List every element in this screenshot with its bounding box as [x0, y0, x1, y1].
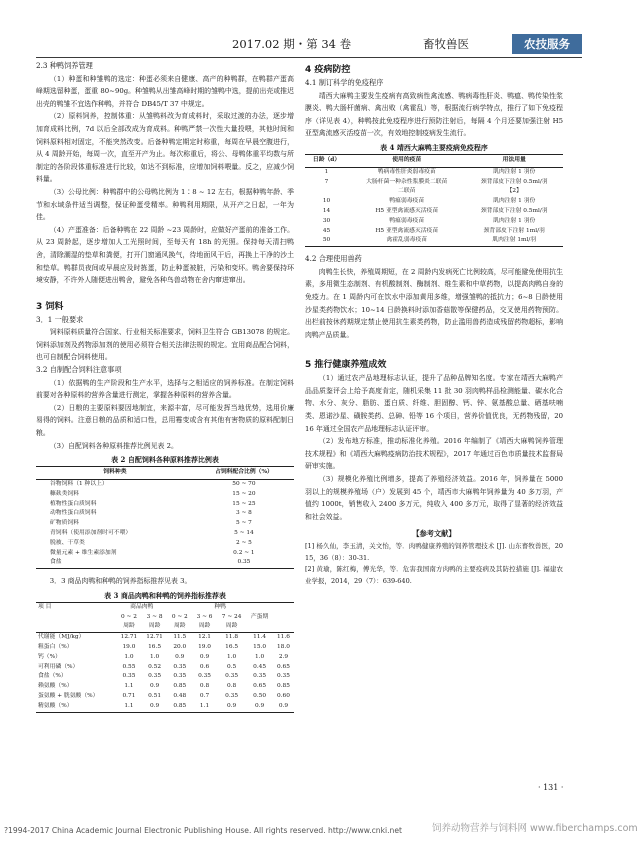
- paragraph: 3．3 商品肉鸭和种鸭的饲养指标推荐见表 3。: [49, 577, 192, 586]
- table-cell: 0.9: [199, 653, 210, 660]
- table-header: 3 ~ 8: [146, 613, 163, 620]
- table-cell: 0.35: [173, 673, 187, 680]
- table-cell: 15 ~ 20: [232, 490, 256, 497]
- table-cell: 5 ~ 7: [235, 520, 252, 527]
- table-row: [36, 643, 294, 653]
- page-header: [0, 0, 595, 58]
- table-cell: 肌肉注射 1 羽份: [493, 198, 536, 205]
- paragraph: （4）产蛋准备：后备种鸭在 22 周龄 ~23 周龄时，应做好产蛋前的准备工作。从 23 周龄起，逐步增加人工光照时间，至每天有 18h 的光照。保持每天清扫鸭舍，清除潮湿的垫草和粪便，打开门窗通风换气，待地面风干后，再换上干净的沙土和垫草。鸭群员夜间或早晨应及时拣蛋，防止种蛋被脏，污染和变坏。鸭舍要保持环境安静，不许外人随便进出鸭舍，避免各种鸟兽动物在舍内窜进窜出。: [36, 225, 294, 285]
- table-row: [36, 490, 294, 500]
- table-cell: 颈背部皮下注射 0.5ml/羽: [480, 178, 548, 185]
- table-header: 0 ~ 2: [171, 613, 188, 620]
- table-cell: 0.60: [276, 692, 290, 699]
- table-cell: 谷物饲料（1 种以上）: [50, 481, 108, 488]
- section-2-3-title: 2.3 种鸭饲养管理: [36, 61, 93, 70]
- table-cell: 0.35: [237, 559, 251, 566]
- table-cell: 肌肉注射 1ml/羽: [492, 237, 537, 244]
- table-4-caption: 表 4 靖西大麻鸭主要疫病免疫程序: [380, 142, 488, 152]
- table-cell: 0.65: [253, 683, 267, 690]
- table-cell: 0.52: [148, 663, 162, 670]
- table-cell: 鸭瘟弱毒疫苗: [389, 198, 425, 205]
- table-cell: 1.1: [199, 702, 210, 709]
- left-column: [36, 60, 294, 713]
- section-4-2-title: 4.2 合理使用兽药: [305, 254, 362, 264]
- table-cell: 1.0: [149, 653, 160, 660]
- table-header: [36, 622, 116, 632]
- table-header: 用法用量: [465, 154, 563, 167]
- table-row: [36, 653, 294, 663]
- table-cell: 16.5: [148, 643, 162, 650]
- table-cell: 50 ~ 70: [232, 481, 256, 488]
- table-cell: 0.35: [276, 673, 290, 680]
- reference-item: [1] 杨久仙，李玉清，关文怡，等．肉鸭健康养殖的饲养管理技术 [J]. 山东畜牧兽医，2015，36（8）：30-31.: [305, 542, 563, 562]
- table-cell: 0.9: [226, 702, 237, 709]
- table-cell: 0.9: [149, 702, 160, 709]
- table-header: 日龄（d）: [305, 154, 348, 167]
- paragraph: （3）规模化养殖比例增多，提高了养殖经济效益。2016 年，饲养量在 5000 羽以上的规模养殖场（户）发展到 45 个，靖西市大麻鸭年饲养量为 40 多万羽，产值约 1000t，销售收入 2400 多万元，纯收入 400 多万元，取得了显著的经济效益和社会效益。: [305, 475, 563, 521]
- paragraph: 靖西大麻鸭主要发生疫病有高致病性禽流感、鸭病毒性肝炎、鸭瘟、鸭传染性浆膜炎、鸭大肠杆菌病、禽出败（禽霍乱）等，根据流行病学特点，推行了如下免疫程序（详见表 4），种鸭按此免疫程序进行预防注射后，每隔 4 个月还要加强注射 H5 亚型禽流感灭活疫苗一次，有效地控制疫病发生流行。: [305, 91, 563, 138]
- table-2-caption: 表 2 自配饲料各种原料推荐比例表: [111, 455, 219, 465]
- header-rule: [36, 57, 582, 58]
- table-header: 商品肉鸭: [130, 603, 154, 610]
- table-cell: 0.9: [278, 702, 289, 709]
- table-cell: 粗蛋白（%）: [38, 643, 73, 650]
- table-cell: 0.35: [148, 673, 162, 680]
- table-header: 3 ~ 6: [196, 613, 213, 620]
- table-cell: 1.1: [124, 702, 134, 709]
- section-tab: 农技服务: [512, 34, 582, 54]
- references-title: 【参考文献】: [412, 529, 456, 539]
- table-header: 产蛋期: [250, 613, 269, 620]
- table-cell: 0.35: [198, 673, 211, 680]
- table-row: [305, 187, 563, 197]
- right-column: [305, 60, 563, 587]
- table-4: [305, 154, 563, 247]
- table-cell: 45: [322, 227, 331, 234]
- table-row: [36, 702, 294, 712]
- reference-item: [2] 黄瑜，陈红梅，傅光华，等．危害我国南方肉鸭的主要疫病及其防控措施 [J]. 福建农业学报，2014，29（7）：639-640.: [305, 565, 563, 585]
- table-cell: 0.55: [122, 663, 136, 670]
- table-cell: 0.35: [225, 673, 239, 680]
- table-header: 周龄: [173, 623, 186, 630]
- table-cell: 0.35: [173, 663, 187, 670]
- table-cell: 脱被、干草类: [50, 539, 85, 546]
- table-cell: 矿物质饲料: [50, 520, 79, 527]
- table-cell: 0.9: [254, 702, 265, 709]
- table-cell: 0.35: [225, 692, 239, 699]
- journal-name: 畜牧兽医: [423, 37, 469, 51]
- section-3-1-title: 3．1 一般要求: [36, 314, 84, 324]
- table-header: 周龄: [148, 623, 161, 630]
- table-cell: 0.71: [122, 692, 136, 699]
- table-row: [305, 197, 563, 207]
- table-cell: 0.51: [148, 692, 162, 699]
- table-header: 0 ~ 2: [120, 613, 137, 620]
- table-header: 占饲料配合比例（%）: [194, 467, 294, 480]
- table-header: 使用的疫苗: [348, 154, 465, 167]
- table-cell: 食盐: [50, 559, 62, 566]
- table-cell: 鸭病毒性肝炎弱毒疫苗: [377, 168, 436, 175]
- table-cell: 18.0: [276, 643, 290, 650]
- table-cell: 0.5: [226, 663, 237, 670]
- table-cell: 1.1: [124, 683, 134, 690]
- table-cell: 可利用磷（%）: [38, 663, 79, 670]
- table-cell: 0.9: [149, 683, 160, 690]
- table-header: [246, 622, 273, 632]
- table-row: [36, 633, 294, 643]
- table-row: [36, 558, 294, 568]
- table-cell: 青饲料（使用添加剂时可不喂）: [50, 530, 132, 536]
- paragraph: （2）发布地方标准，推动标准化养殖。2016 年编制了《靖西大麻鸭饲养管理技术规程》和《靖西大麻鸭疫病防治技术规程》，2017 年通过百色市质量技术监督局研审实施。: [305, 437, 563, 471]
- table-row: [36, 539, 294, 549]
- table-row: [305, 217, 563, 227]
- table-header: 饲料种类: [36, 467, 194, 480]
- section-3-title: 3 饲料: [36, 301, 64, 312]
- table-cell: 植物性蛋白质饲料: [50, 500, 97, 507]
- table-cell: 11.8: [225, 634, 239, 641]
- table-cell: 0.45: [253, 663, 267, 670]
- table-row: [36, 549, 294, 559]
- table-cell: 大肠杆菌一种杂性浆膜炎二联苗: [366, 178, 448, 185]
- paragraph: 饲料原料质量符合国家、行业相关标准要求，饲料卫生符合 GB13078 的规定。饲料添加剂及药物添加剂的使用必须符合相关法律法规的规定。宜用商品配合饲料，也可自制配合饲料使用。: [36, 328, 294, 362]
- table-cell: 7: [324, 178, 329, 185]
- table-cell: 15 ~ 25: [232, 500, 256, 507]
- paragraph: （2）原料饲养，控制体重：从雏鸭料改为育成料时，采取过渡的办法，逐步增加育成料比例，7d 以后全部改成为育成料。种鸭严禁一次性大量投喂，其他时间和饲料原料相对固定，不能突然改变。后备种鸭定期定时称重，每周在早晨空腹进行，从 4 周龄开始，每周一次，直至开产为止。每次称重后，将公、母鸭体重平均数与所制定的各阶段体重标准进行比较，如达不到标准，应增加饲料喂量。反之，应减少饲料量。: [36, 112, 294, 184]
- table-cell: 0.7: [199, 692, 210, 699]
- table-cell: 颈背部皮下注射 1ml/羽: [483, 227, 545, 234]
- table-cell: 0.6: [199, 663, 210, 670]
- table-cell: 微量元素 + 维生素添加剂: [50, 549, 117, 556]
- table-header: 种鸭: [214, 603, 226, 610]
- table-header: 周龄: [198, 623, 211, 630]
- table-row: [36, 500, 294, 510]
- table-cell: 糠麸类饲料: [50, 490, 79, 497]
- table-row: [36, 509, 294, 519]
- table-cell: 30: [322, 217, 331, 224]
- table-cell: 颈背部皮下注射 0.5ml/羽: [480, 207, 548, 214]
- table-cell: 0.85: [173, 683, 187, 690]
- table-row: [36, 663, 294, 673]
- table-cell: 16.5: [225, 643, 239, 650]
- table-row: [305, 178, 563, 188]
- table-cell: 精氨酸（%）: [38, 702, 73, 709]
- table-cell: 1.0: [124, 653, 134, 660]
- table-cell: 2.9: [278, 653, 289, 660]
- table-cell: 11.4: [253, 634, 267, 641]
- paragraph: （1）依据鸭的生产阶段和生产水平，选择与之相适应的饲养标准。在制定饲料前要对各种原料的营养含量进行测定，掌握各种原料的营养含量。: [36, 378, 294, 400]
- table-cell: H5 亚型禽流感灭活疫苗: [375, 207, 439, 214]
- table-row: [36, 682, 294, 692]
- watermark: 饲养动物营养与饲料网 www.fiberchamps.com: [432, 823, 638, 834]
- table-cell: H5 亚型禽流感灭活疫苗: [375, 227, 439, 234]
- table-cell: 禽霍乱弱毒疫苗: [386, 237, 428, 244]
- table-row: [305, 167, 563, 177]
- table-cell: 12.71: [120, 634, 138, 641]
- table-cell: 食盐（%）: [38, 673, 67, 680]
- paragraph: （3）自配饲料各种原料推荐比例见表 2。: [49, 441, 178, 450]
- table-3-caption: 表 3 商品肉鸭和种鸭的饲养指标推荐表: [104, 590, 226, 600]
- table-cell: 鸭瘟弱毒疫苗: [389, 217, 425, 224]
- table-cell: 0.85: [173, 702, 187, 709]
- table-cell: 二联苗: [398, 188, 416, 195]
- paragraph: （1）种蛋和种雏鸭的选定：种蛋必须来自健康、高产的种鸭群，在鸭群产蛋高峰期选留种蛋，蛋重 80~90g。种雏鸭从出雏高峰时期的雏鸭中选，提前出壳或推迟出壳的鸭雏不宜选作种鸭，并符合 DB45/T 37 中规定。: [36, 74, 294, 108]
- section-5-title: 5 推行健康养殖成效: [305, 360, 387, 371]
- table-cell: 钙（%）: [38, 653, 61, 660]
- table-cell: 20.0: [173, 643, 187, 650]
- section-3-2-title: 3.2 自制配合饲料注意事项: [36, 365, 122, 375]
- table-cell: 50: [322, 237, 331, 244]
- table-cell: 肌肉注射 1 羽份: [493, 168, 536, 175]
- section-4-title: 4 疫病防控: [305, 65, 351, 75]
- table-cell: 0.2 ~ 1: [233, 549, 255, 556]
- table-cell: 3 ~ 8: [235, 510, 252, 517]
- table-cell: 2 ~ 5: [235, 539, 252, 546]
- paragraph: （2）日粮的主要原料要因地制宜，来源丰富，尽可能发挥当地优势，选用价廉易得的饲料。注意日粮的品质和适口性，总用霉变或含有其他有害物质的原料配制日粮。: [36, 403, 294, 438]
- table-cell: 1.0: [254, 653, 265, 660]
- table-header: 周龄: [225, 623, 238, 630]
- table-row: [305, 207, 563, 217]
- table-cell: 0.35: [122, 673, 136, 680]
- table-cell: 0.9: [175, 653, 185, 660]
- table-row: [305, 227, 563, 237]
- table-cell: 14: [322, 207, 331, 214]
- table-cell: 0.65: [276, 663, 290, 670]
- journal-issue: 2017.02 期・第 34 卷: [232, 37, 352, 51]
- table-row: [36, 672, 294, 682]
- section-4-1-title: 4.1 制订科学的免疫程序: [305, 78, 384, 87]
- table-row: [36, 519, 294, 529]
- table-header: 7 ~ 24: [221, 613, 242, 620]
- table-cell: 0.35: [253, 673, 267, 680]
- table-cell: [305, 187, 348, 197]
- table-cell: 10: [322, 198, 331, 205]
- table-cell: 11.5: [173, 634, 187, 641]
- table-cell: 【2】: [506, 188, 522, 195]
- table-cell: 11.6: [276, 634, 290, 641]
- table-cell: 1.0: [226, 653, 237, 660]
- copyright-footer: ?1994-2017 China Academic Journal Electronic Publishing House. All rights reserved. http://www.cnki.net: [4, 826, 403, 835]
- table-header: 项 目: [38, 603, 52, 610]
- paragraph: （1）通过农产品地理标志认证，提升了品种品牌知名度。专家在靖西大麻鸭产品品质鉴评会上给予高度肯定，随机采集 11 批 30 羽肉鸭样品检测能量、碳水化合物、水分、灰分、脂肪、蛋白质、纤维、胆固醇、钙、锌、氨基酸总量、硒基呋喃类、恩诺沙星、磺胺类药、总砷、铅等 16 个项目，营养价值优良，无药物残留，2016 年通过全国农产品地理标志认证评审。: [305, 374, 563, 433]
- table-cell: 0.48: [173, 692, 187, 699]
- table-cell: 19.0: [198, 643, 211, 650]
- table-cell: 0.50: [253, 692, 267, 699]
- table-cell: 19.0: [122, 643, 136, 650]
- paragraph: （3）公母比例：种鸭群中的公母鸭比例为 1∶8 ~ 12 左右，根据种鸭年龄、季节和水域条件适当调整，保证种蛋受精率。种鸭利用期限，从开产之日起，一年为佳。: [36, 187, 294, 222]
- table-cell: 动物性蛋白质饲料: [50, 510, 97, 517]
- table-cell: 5 ~ 14: [234, 530, 254, 536]
- table-cell: 1: [324, 168, 329, 175]
- paragraph: 肉鸭生长快，养殖周期短，在 2 周龄内发病死亡比例较高，尽可能避免使用抗生素，多用微生态制剂、有机酸制剂、酶制剂、维生素和中草药物，以提高肉鸭自身的免疫力。在 1 周龄内可在饮水中添加黄用多维，增强雏鸭的抵抗力；6~8 日龄使用沙星类药物饮水；10~14 日龄换料时添加香菇散等保健药品，交叉使用药物预防。出栏前按休药期规定禁止使用抗生素类药物，防止滥用兽药造成残留药物超标，影响肉鸭产品质量。: [305, 267, 563, 339]
- table-cell: 12.1: [198, 634, 211, 641]
- page-number: · 131 ·: [538, 783, 564, 792]
- table-cell: 赖氨酸（%）: [38, 683, 73, 690]
- table-cell: 0.8: [226, 683, 237, 690]
- table-header: [36, 613, 116, 623]
- table-row: [36, 480, 294, 490]
- table-cell: 肌肉注射 1 羽份: [493, 217, 536, 224]
- table-cell: 12.71: [146, 634, 163, 641]
- table-2: [36, 466, 294, 569]
- table-header: 周龄: [123, 623, 135, 630]
- table-row: [36, 529, 294, 539]
- table-row: [305, 236, 563, 246]
- table-3: [36, 602, 294, 713]
- table-cell: 15.0: [253, 643, 267, 650]
- table-cell: 0.8: [199, 683, 210, 690]
- table-cell: 代谢能（MJ/kg）: [38, 634, 85, 641]
- table-cell: 蛋氨酸 + 胱氨酸（%）: [38, 692, 99, 699]
- table-cell: 0.85: [276, 683, 290, 690]
- table-row: [36, 692, 294, 702]
